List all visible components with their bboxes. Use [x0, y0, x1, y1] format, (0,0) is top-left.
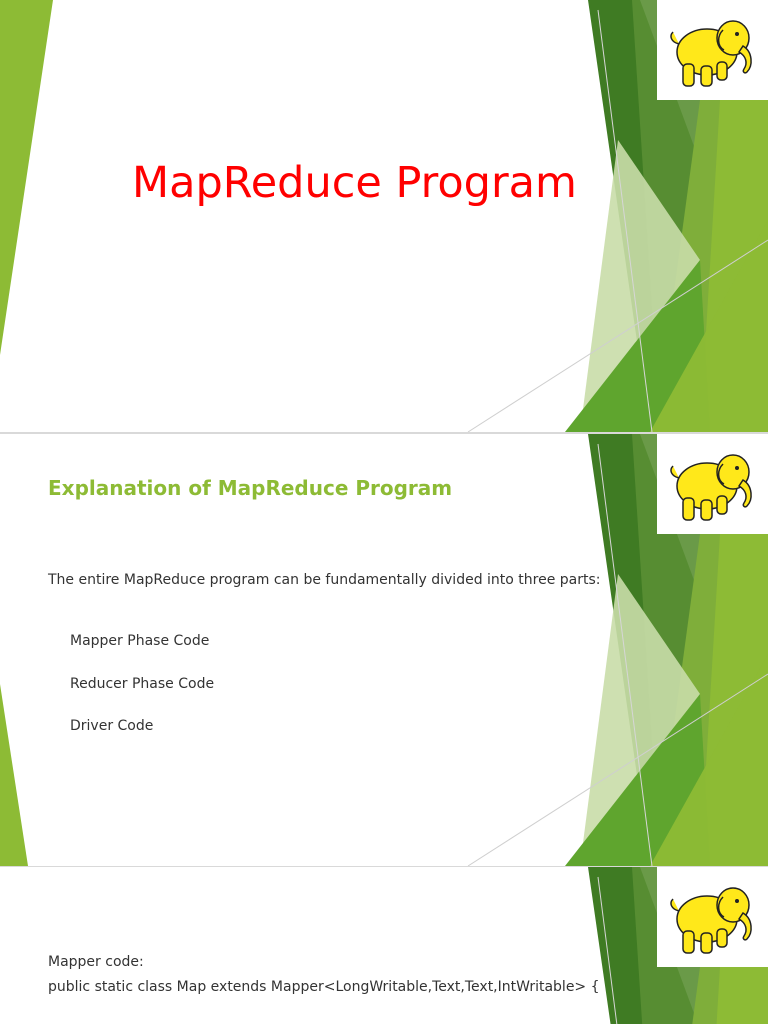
- hadoop-elephant-icon: [657, 867, 768, 967]
- slide-1: [0, 0, 768, 432]
- list-item: Mapper Phase Code: [70, 633, 210, 649]
- list-item: Reducer Phase Code: [70, 676, 215, 692]
- list-item: Driver Code: [70, 718, 154, 734]
- hadoop-elephant-icon: [657, 434, 768, 534]
- green-facets-decoration: [0, 867, 768, 1024]
- code-label: Mapper code:: [48, 954, 144, 970]
- code-line: public static class Map extends Mapper<LongWritable,Text,Text,IntWritable> {: [48, 979, 600, 995]
- green-facets-decoration: [0, 0, 768, 432]
- slide-title: Explanation of MapReduce Program: [48, 476, 453, 500]
- hadoop-elephant-icon: [657, 0, 768, 100]
- intro-paragraph: The entire MapReduce program can be fundamentally divided into three parts:: [48, 572, 601, 588]
- slide-title: MapReduce Program: [132, 158, 577, 208]
- slide-3: [0, 867, 768, 1024]
